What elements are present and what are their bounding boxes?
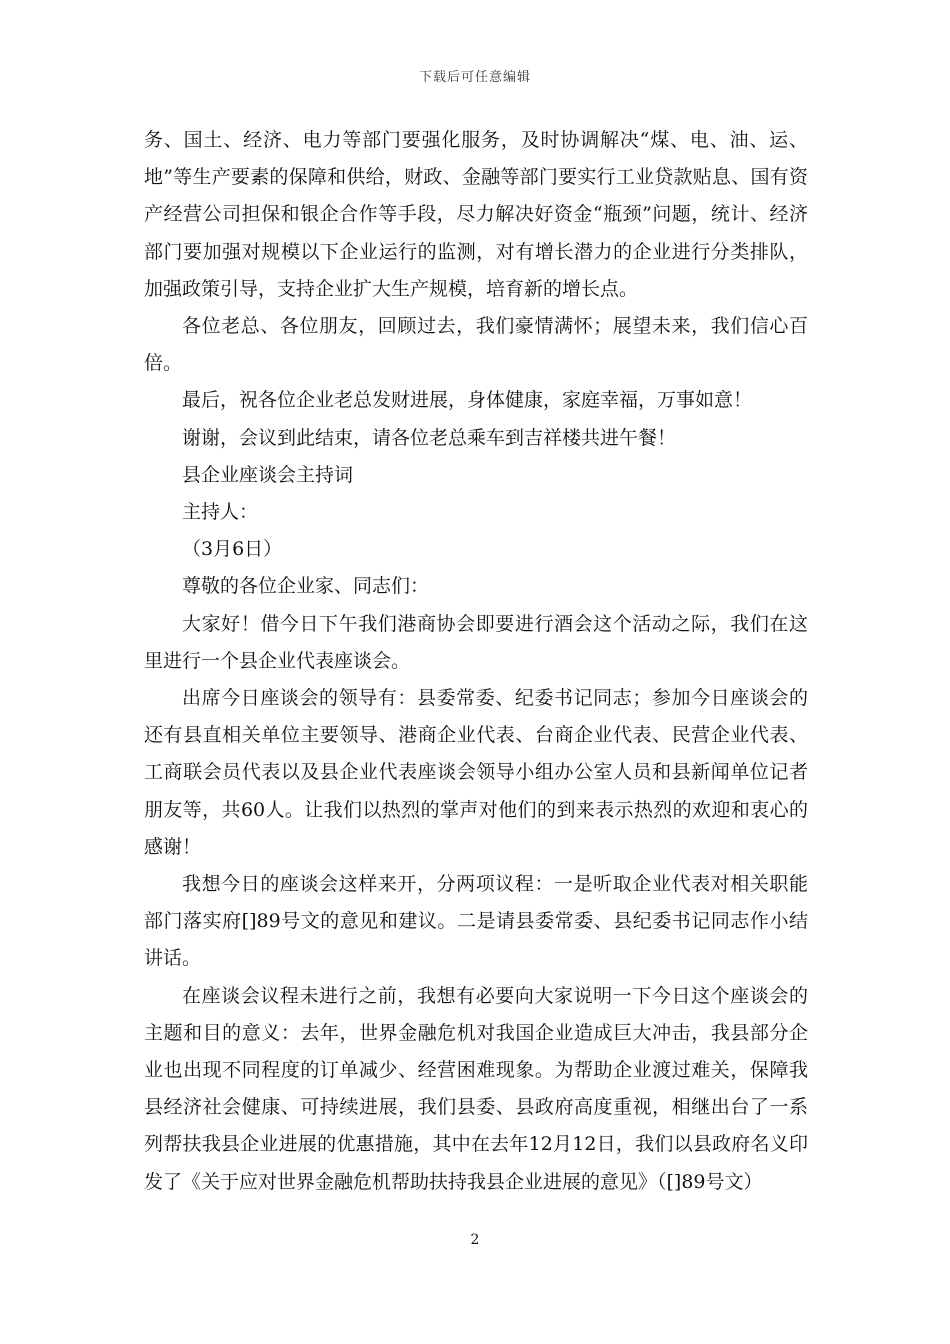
paragraph: 务、国土、经济、电力等部门要强化服务，及时协调解决“煤、电、油、运、地”等生产要素的保障和供给，财政、金融等部门要实行工业贷款贴息、国有资产经营公司担保和银企合作等手段，尽力解决好资金“瓶颈”问题，统计、经济部门要加强对规模以下企业运行的监测，对有增长潜力的企业进行分类排队，加强政策引导，支持企业扩大生产规模，培育新的增长点。 bbox=[144, 129, 808, 300]
section-title: 县企业座谈会主持词 bbox=[182, 463, 354, 486]
paragraph: 在座谈会议程未进行之前，我想有必要向大家说明一下今日这个座谈会的主题和目的意义：去年，世界金融危机对我国企业造成巨大冲击，我县部分企业也出现不同程度的订单减少、经营困难现象。为帮助企业渡过难关，保障我县经济社会健康、可持续进展，我们县委、县政府高度重视，相继出台了一系列帮扶我县企业进展的优惠措施，其中在去年12月12日，我们以县政府名义印发了《关于应对世界金融危机帮助扶持我县企业进展的意见》（[]89号文） bbox=[144, 984, 808, 1193]
document-body bbox=[144, 122, 808, 1201]
date-line: （3月6日） bbox=[182, 538, 283, 561]
page-number: 2 bbox=[470, 1232, 480, 1248]
host-line: 主持人： bbox=[182, 501, 259, 524]
paragraph: 出席今日座谈会的领导有：县委常委、纪委书记同志；参加今日座谈会的还有县直相关单位主要领导、港商企业代表、台商企业代表、民营企业代表、工商联会员代表以及县企业代表座谈会领导小组办公室人员和县新闻单位记者朋友等，共60人。让我们以热烈的掌声对他们的到来表示热烈的欢迎和衷心的感谢！ bbox=[144, 687, 808, 858]
paragraph: 最后，祝各位企业老总发财进展，身体健康，家庭幸福，万事如意！ bbox=[182, 389, 753, 412]
paragraph: 我想今日的座谈会这样来开，分两项议程：一是听取企业代表对相关职能部门落实府[]89号文的意见和建议。二是请县委常委、县纪委书记同志作小结讲话。 bbox=[144, 873, 808, 970]
paragraph: 各位老总、各位朋友，回顾过去，我们豪情满怀；展望未来，我们信心百倍。 bbox=[144, 315, 808, 375]
paragraph: 大家好！借今日下午我们港商协会即要进行酒会这个活动之际，我们在这里进行一个县企业代表座谈会。 bbox=[144, 612, 808, 672]
salutation: 尊敬的各位企业家、同志们： bbox=[182, 575, 430, 598]
paragraph: 谢谢，会议到此结束，请各位老总乘车到吉祥楼共进午餐！ bbox=[182, 426, 677, 449]
page-header: 下载后可任意编辑 bbox=[418, 70, 531, 85]
